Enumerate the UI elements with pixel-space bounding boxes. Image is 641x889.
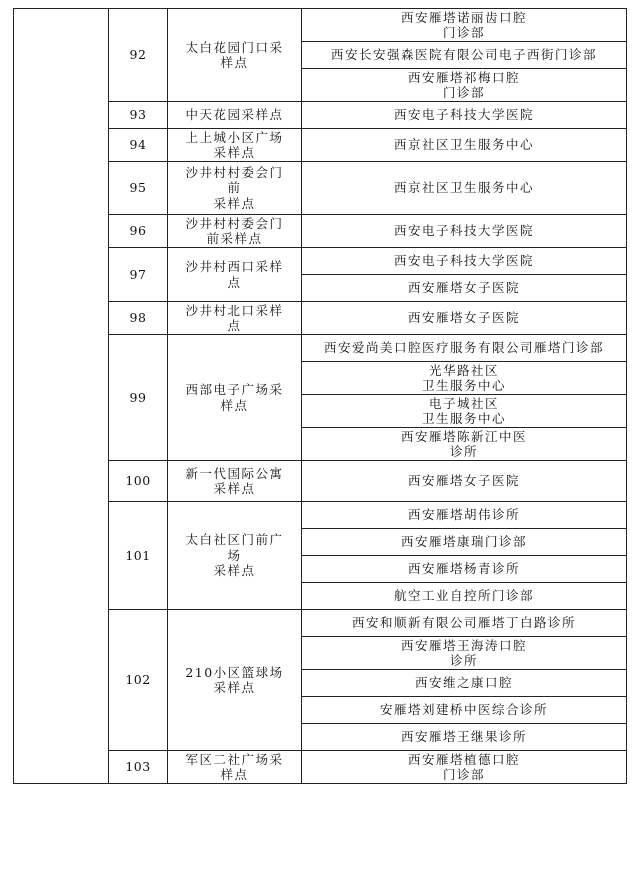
- sampling-site: 沙井村村委会门 前 采样点: [168, 162, 302, 215]
- row-number: 100: [109, 461, 168, 502]
- row-number: 102: [109, 610, 168, 751]
- row-number: 99: [109, 335, 168, 461]
- clinic-name: 西安雁塔王海涛口腔 诊所: [302, 637, 627, 670]
- clinic-name: 西京社区卫生服务中心: [302, 129, 627, 162]
- clinic-name: 航空工业自控所门诊部: [302, 583, 627, 610]
- clinic-name: 西安雁塔祁梅口腔 门诊部: [302, 69, 627, 102]
- row-number: 95: [109, 162, 168, 215]
- clinic-name: 西安雁塔康瑞门诊部: [302, 529, 627, 556]
- clinic-name: 西安雁塔王继果诊所: [302, 724, 627, 751]
- clinic-name: 西安雁塔女子医院: [302, 302, 627, 335]
- blank-left-column: [14, 9, 109, 784]
- clinic-name: 西安爱尚美口腔医疗服务有限公司雁塔门诊部: [302, 335, 627, 362]
- row-number: 96: [109, 215, 168, 248]
- clinic-name: 西京社区卫生服务中心: [302, 162, 627, 215]
- clinic-name: 西安雁塔女子医院: [302, 461, 627, 502]
- clinic-name: 西安雁塔诺丽齿口腔 门诊部: [302, 9, 627, 42]
- clinic-name: 西安维之康口腔: [302, 670, 627, 697]
- sampling-site: 中天花园采样点: [168, 102, 302, 129]
- clinic-name: 西安电子科技大学医院: [302, 215, 627, 248]
- clinic-name: 西安和顺新有限公司雁塔丁白路诊所: [302, 610, 627, 637]
- clinic-name: 西安雁塔女子医院: [302, 275, 627, 302]
- clinic-name: 西安雁塔陈新江中医 诊所: [302, 428, 627, 461]
- row-number: 103: [109, 751, 168, 784]
- sampling-site: 沙井村村委会门 前采样点: [168, 215, 302, 248]
- row-number: 98: [109, 302, 168, 335]
- sampling-site: 上上城小区广场 采样点: [168, 129, 302, 162]
- table-row: [14, 9, 627, 42]
- clinic-name: 安雁塔刘建桥中医综合诊所: [302, 697, 627, 724]
- clinic-name: 电子城社区 卫生服务中心: [302, 395, 627, 428]
- clinic-name: 光华路社区 卫生服务中心: [302, 362, 627, 395]
- row-number: 94: [109, 129, 168, 162]
- sampling-site-table: [13, 8, 627, 784]
- clinic-name: 西安雁塔植德口腔 门诊部: [302, 751, 627, 784]
- sampling-site: 军区二社广场采 样点: [168, 751, 302, 784]
- row-number: 97: [109, 248, 168, 302]
- sampling-site: 太白花园门口采 样点: [168, 9, 302, 102]
- clinic-name: 西安电子科技大学医院: [302, 248, 627, 275]
- clinic-name: 西安电子科技大学医院: [302, 102, 627, 129]
- sampling-site: 新一代国际公寓 采样点: [168, 461, 302, 502]
- clinic-name: 西安雁塔胡伟诊所: [302, 502, 627, 529]
- sampling-site: 太白社区门前广 场 采样点: [168, 502, 302, 610]
- row-number: 101: [109, 502, 168, 610]
- clinic-name: 西安长安强森医院有限公司电子西街门诊部: [302, 42, 627, 69]
- sampling-site: 沙井村北口采样 点: [168, 302, 302, 335]
- sampling-site: 西部电子广场采 样点: [168, 335, 302, 461]
- sampling-site: 沙井村西口采样 点: [168, 248, 302, 302]
- row-number: 92: [109, 9, 168, 102]
- clinic-name: 西安雁塔杨青诊所: [302, 556, 627, 583]
- sampling-site: 210小区篮球场 采样点: [168, 610, 302, 751]
- row-number: 93: [109, 102, 168, 129]
